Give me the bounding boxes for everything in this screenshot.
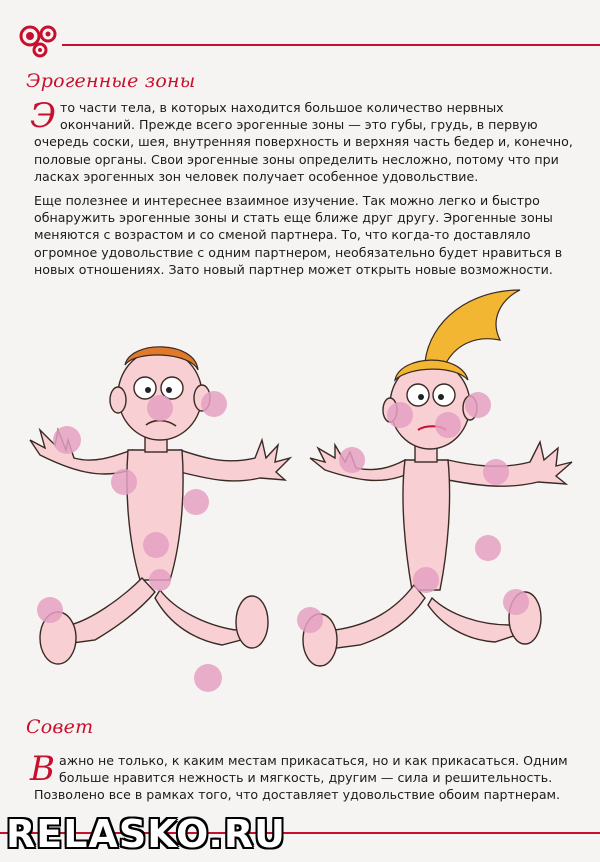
male-figure <box>30 347 290 692</box>
dropcap-letter: Э <box>30 96 57 136</box>
site-watermark: RELASKO.RU <box>6 812 286 856</box>
female-figure <box>297 290 572 666</box>
second-paragraph <box>34 192 574 278</box>
advice-text: ажно не только, к каким местам прикасаться, но и как прикасаться. Одним больше нравится нежность и мягкость, другим — сила и решительность. Позволено все в рамках того, что доставляет удовольствие обоим партнерам. <box>34 753 568 803</box>
erogenous-zones-illustration <box>0 280 600 710</box>
paragraph-text: Еще полезнее и интереснее взаимное изучение. Так можно легко и быстро обнаружить эрогенные зоны и стать еще ближе друг другу. Эрогенные зоны меняются с возрастом и со сменой партнера. То, что когда-то доставляло огромное удовольствие с одним партнером, необязательно будет нравиться в новых отношениях. Зато новый партнер может открыть новые возможности. <box>34 193 563 277</box>
intro-paragraph <box>30 96 574 185</box>
top-divider <box>62 44 600 46</box>
section-title-advice: Совет <box>26 716 94 738</box>
dropcap-letter: В <box>30 749 55 789</box>
section-title-erogenous-zones: Эрогенные зоны <box>26 70 196 92</box>
advice-paragraph <box>30 749 574 804</box>
spiral-ornament-icon <box>18 24 62 58</box>
intro-text: то части тела, в которых находится большое количество нервных окончаний. Прежде всего эрогенные зоны — это губы, грудь, в первую очередь соски, шея, внутренняя поверхность и верхняя часть бедер и, конечно, половые органы. Свои эрогенные зоны определить несложно, потому что при ласках эрогенных зон человек получает особенное удовольствие. <box>34 100 573 184</box>
